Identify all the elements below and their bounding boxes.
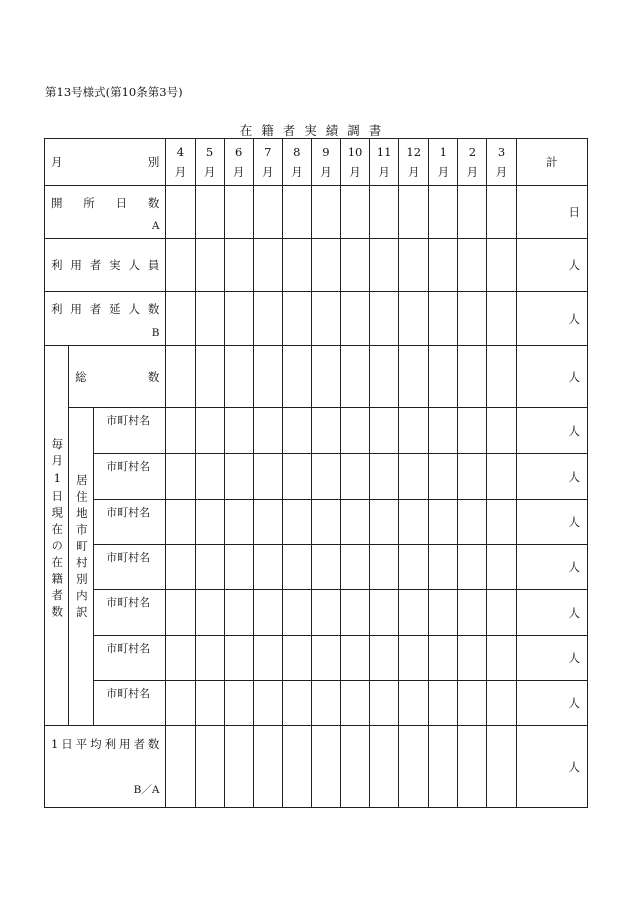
month-header-cell: 12 月 — [399, 139, 429, 186]
data-cell[interactable] — [399, 726, 429, 808]
data-cell[interactable] — [224, 292, 253, 346]
days-open-sub: A — [151, 220, 160, 232]
data-cell[interactable] — [282, 545, 311, 590]
data-cell[interactable] — [487, 681, 516, 726]
municipality-row — [45, 636, 588, 681]
data-cell[interactable] — [195, 500, 224, 545]
data-cell[interactable] — [311, 726, 340, 808]
data-cell[interactable] — [253, 681, 282, 726]
data-cell[interactable] — [340, 681, 369, 726]
month-header-cell: 4 月 — [166, 139, 195, 186]
month-header-cell: 8 月 — [282, 139, 311, 186]
enrolled-total-label: 総 数 — [69, 346, 166, 408]
data-cell[interactable] — [311, 239, 340, 292]
data-cell[interactable] — [429, 239, 458, 292]
data-cell[interactable] — [340, 636, 369, 681]
municipality-name-cell[interactable]: 市町村名 — [94, 681, 166, 726]
data-cell[interactable] — [311, 636, 340, 681]
data-cell[interactable] — [224, 186, 253, 239]
data-cell[interactable] — [487, 636, 516, 681]
data-cell[interactable] — [487, 726, 516, 808]
data-cell[interactable] — [487, 545, 516, 590]
data-cell[interactable] — [370, 500, 399, 545]
data-cell[interactable] — [166, 545, 195, 590]
data-cell[interactable] — [282, 590, 311, 636]
month-header-cell: 1 月 — [429, 139, 458, 186]
data-cell[interactable] — [429, 636, 458, 681]
days-open-row — [45, 186, 588, 239]
data-cell[interactable] — [166, 636, 195, 681]
data-cell[interactable] — [253, 500, 282, 545]
data-cell[interactable] — [195, 292, 224, 346]
total-cell[interactable]: 人 — [516, 239, 587, 292]
data-cell[interactable] — [399, 500, 429, 545]
data-cell[interactable] — [370, 545, 399, 590]
data-cell[interactable] — [429, 500, 458, 545]
data-cell[interactable] — [224, 681, 253, 726]
data-cell[interactable] — [166, 590, 195, 636]
municipality-row — [45, 590, 588, 636]
data-cell[interactable] — [224, 408, 253, 454]
municipality-name-cell[interactable]: 市町村名 — [94, 454, 166, 500]
data-cell[interactable] — [458, 239, 487, 292]
data-cell[interactable] — [311, 408, 340, 454]
month-header-cell: 3 月 — [487, 139, 516, 186]
month-header-cell: 7 月 — [253, 139, 282, 186]
enrolled-total-row — [45, 346, 588, 408]
data-cell[interactable] — [458, 726, 487, 808]
data-cell[interactable] — [282, 681, 311, 726]
data-cell[interactable] — [195, 590, 224, 636]
total-header: 計 — [516, 139, 587, 186]
data-cell[interactable] — [458, 408, 487, 454]
daily-average-label: 1日平均利用者数 B／A — [45, 726, 166, 808]
data-cell[interactable] — [282, 636, 311, 681]
data-cell[interactable] — [253, 346, 282, 408]
data-cell[interactable] — [487, 454, 516, 500]
data-cell[interactable] — [166, 186, 195, 239]
data-cell[interactable] — [429, 454, 458, 500]
data-cell[interactable] — [224, 454, 253, 500]
form-number: 第13号様式(第10条第3号) — [45, 85, 183, 99]
data-cell[interactable] — [282, 408, 311, 454]
municipality-name-cell[interactable]: 市町村名 — [94, 636, 166, 681]
data-cell[interactable] — [195, 726, 224, 808]
month-header-cell: 5 月 — [195, 139, 224, 186]
data-cell[interactable] — [458, 186, 487, 239]
data-cell[interactable] — [340, 292, 369, 346]
municipality-row — [45, 454, 588, 500]
data-cell[interactable] — [399, 681, 429, 726]
data-cell[interactable] — [370, 239, 399, 292]
data-cell[interactable] — [458, 545, 487, 590]
month-header-row — [45, 139, 588, 186]
actual-users-label: 利用者実人員 — [45, 239, 166, 292]
municipality-name-cell[interactable]: 市町村名 — [94, 590, 166, 636]
data-cell[interactable] — [340, 454, 369, 500]
data-cell[interactable] — [195, 346, 224, 408]
data-cell[interactable] — [429, 545, 458, 590]
data-cell[interactable] — [370, 186, 399, 239]
data-cell[interactable] — [253, 636, 282, 681]
data-cell[interactable] — [311, 681, 340, 726]
enrolled-group-label: 毎月1日現在の在籍者数 — [45, 346, 69, 726]
municipality-name-cell[interactable]: 市町村名 — [94, 545, 166, 590]
month-header-cell: 2 月 — [458, 139, 487, 186]
data-cell[interactable] — [370, 681, 399, 726]
data-cell[interactable] — [166, 408, 195, 454]
data-cell[interactable] — [370, 454, 399, 500]
data-cell[interactable] — [458, 681, 487, 726]
data-cell[interactable] — [311, 346, 340, 408]
data-cell[interactable] — [166, 681, 195, 726]
data-cell[interactable] — [429, 186, 458, 239]
data-cell[interactable] — [399, 292, 429, 346]
month-header-label — [45, 139, 166, 186]
total-cell[interactable]: 人 — [516, 454, 587, 500]
data-cell[interactable] — [370, 636, 399, 681]
data-cell[interactable] — [399, 636, 429, 681]
data-cell[interactable] — [429, 681, 458, 726]
data-cell[interactable] — [253, 408, 282, 454]
data-cell[interactable] — [282, 454, 311, 500]
municipality-row — [45, 545, 588, 590]
data-cell[interactable] — [166, 726, 195, 808]
data-cell[interactable] — [487, 346, 516, 408]
data-cell[interactable] — [399, 239, 429, 292]
month-header-cell: 9 月 — [311, 139, 340, 186]
form-title: 在籍者実績調書 — [239, 123, 391, 138]
data-cell[interactable] — [370, 346, 399, 408]
data-cell[interactable] — [253, 239, 282, 292]
data-cell[interactable] — [282, 346, 311, 408]
data-cell[interactable] — [370, 408, 399, 454]
data-cell[interactable] — [166, 346, 195, 408]
data-cell[interactable] — [429, 346, 458, 408]
data-cell[interactable] — [340, 186, 369, 239]
data-cell[interactable] — [399, 346, 429, 408]
data-cell[interactable] — [195, 186, 224, 239]
data-cell[interactable] — [195, 239, 224, 292]
actual-users-row — [45, 239, 588, 292]
data-cell[interactable] — [282, 186, 311, 239]
data-cell[interactable] — [340, 346, 369, 408]
month-header-right: 別 — [147, 155, 160, 169]
data-cell[interactable] — [195, 408, 224, 454]
data-cell[interactable] — [311, 292, 340, 346]
daily-average-row — [45, 726, 588, 808]
data-cell[interactable] — [458, 346, 487, 408]
data-cell[interactable] — [340, 239, 369, 292]
data-cell[interactable] — [340, 408, 369, 454]
enrollment-record-table — [44, 138, 588, 808]
data-cell[interactable] — [224, 346, 253, 408]
data-cell[interactable] — [224, 500, 253, 545]
data-cell[interactable] — [399, 408, 429, 454]
total-cell[interactable]: 人 — [516, 590, 587, 636]
data-cell[interactable] — [399, 545, 429, 590]
data-cell[interactable] — [340, 590, 369, 636]
data-cell[interactable] — [399, 186, 429, 239]
data-cell[interactable] — [370, 590, 399, 636]
data-cell[interactable] — [253, 454, 282, 500]
data-cell[interactable] — [195, 545, 224, 590]
total-users-label: 利用者延人数 B — [45, 292, 166, 346]
data-cell[interactable] — [282, 292, 311, 346]
data-cell[interactable] — [282, 500, 311, 545]
total-cell[interactable]: 人 — [516, 500, 587, 545]
data-cell[interactable] — [311, 186, 340, 239]
data-cell[interactable] — [429, 726, 458, 808]
data-cell[interactable] — [253, 292, 282, 346]
total-users-row — [45, 292, 588, 346]
data-cell[interactable] — [487, 408, 516, 454]
data-cell[interactable] — [429, 590, 458, 636]
data-cell[interactable] — [340, 545, 369, 590]
data-cell[interactable] — [399, 454, 429, 500]
data-cell[interactable] — [195, 454, 224, 500]
data-cell[interactable] — [340, 726, 369, 808]
data-cell[interactable] — [311, 545, 340, 590]
data-cell[interactable] — [166, 500, 195, 545]
data-cell[interactable] — [224, 545, 253, 590]
data-cell[interactable] — [487, 186, 516, 239]
data-cell[interactable] — [253, 590, 282, 636]
data-cell[interactable] — [429, 408, 458, 454]
month-header-cell: 11 月 — [370, 139, 399, 186]
total-cell[interactable]: 人 — [516, 292, 587, 346]
data-cell[interactable] — [253, 545, 282, 590]
data-cell[interactable] — [166, 239, 195, 292]
municipality-row — [45, 500, 588, 545]
municipality-name-cell[interactable]: 市町村名 — [94, 500, 166, 545]
data-cell[interactable] — [370, 726, 399, 808]
month-header-left: 月 — [51, 155, 63, 169]
data-cell[interactable] — [340, 500, 369, 545]
municipality-name-cell[interactable]: 市町村名 — [94, 408, 166, 454]
total-cell[interactable]: 人 — [516, 681, 587, 726]
data-cell[interactable] — [487, 590, 516, 636]
data-cell[interactable] — [311, 590, 340, 636]
total-cell[interactable]: 人 — [516, 726, 587, 808]
data-cell[interactable] — [487, 239, 516, 292]
total-cell[interactable]: 人 — [516, 408, 587, 454]
data-cell[interactable] — [458, 636, 487, 681]
month-header-cell: 6 月 — [224, 139, 253, 186]
data-cell[interactable] — [458, 500, 487, 545]
data-cell[interactable] — [224, 636, 253, 681]
data-cell[interactable] — [224, 239, 253, 292]
data-cell[interactable] — [311, 454, 340, 500]
data-cell[interactable] — [166, 454, 195, 500]
total-cell[interactable]: 日 — [516, 186, 587, 239]
municipality-row — [45, 681, 588, 726]
data-cell[interactable] — [458, 590, 487, 636]
month-header-cell: 10 月 — [340, 139, 369, 186]
municipality-group-label: 居住地市町村別内訳 — [69, 408, 94, 726]
data-cell[interactable] — [253, 186, 282, 239]
data-cell[interactable] — [487, 500, 516, 545]
data-cell[interactable] — [487, 292, 516, 346]
data-cell[interactable] — [282, 239, 311, 292]
data-cell[interactable] — [195, 636, 224, 681]
data-cell[interactable] — [311, 500, 340, 545]
days-open-label: 開 所 日 数 A — [45, 186, 166, 239]
data-cell[interactable] — [429, 292, 458, 346]
municipality-row — [45, 408, 588, 454]
data-cell[interactable] — [166, 292, 195, 346]
total-cell[interactable]: 人 — [516, 346, 587, 408]
data-cell[interactable] — [370, 292, 399, 346]
data-cell[interactable] — [282, 726, 311, 808]
data-cell[interactable] — [458, 454, 487, 500]
total-cell[interactable]: 人 — [516, 545, 587, 590]
data-cell[interactable] — [224, 726, 253, 808]
data-cell[interactable] — [195, 681, 224, 726]
total-cell[interactable]: 人 — [516, 636, 587, 681]
data-cell[interactable] — [253, 726, 282, 808]
data-cell[interactable] — [458, 292, 487, 346]
data-cell[interactable] — [224, 590, 253, 636]
data-cell[interactable] — [399, 590, 429, 636]
